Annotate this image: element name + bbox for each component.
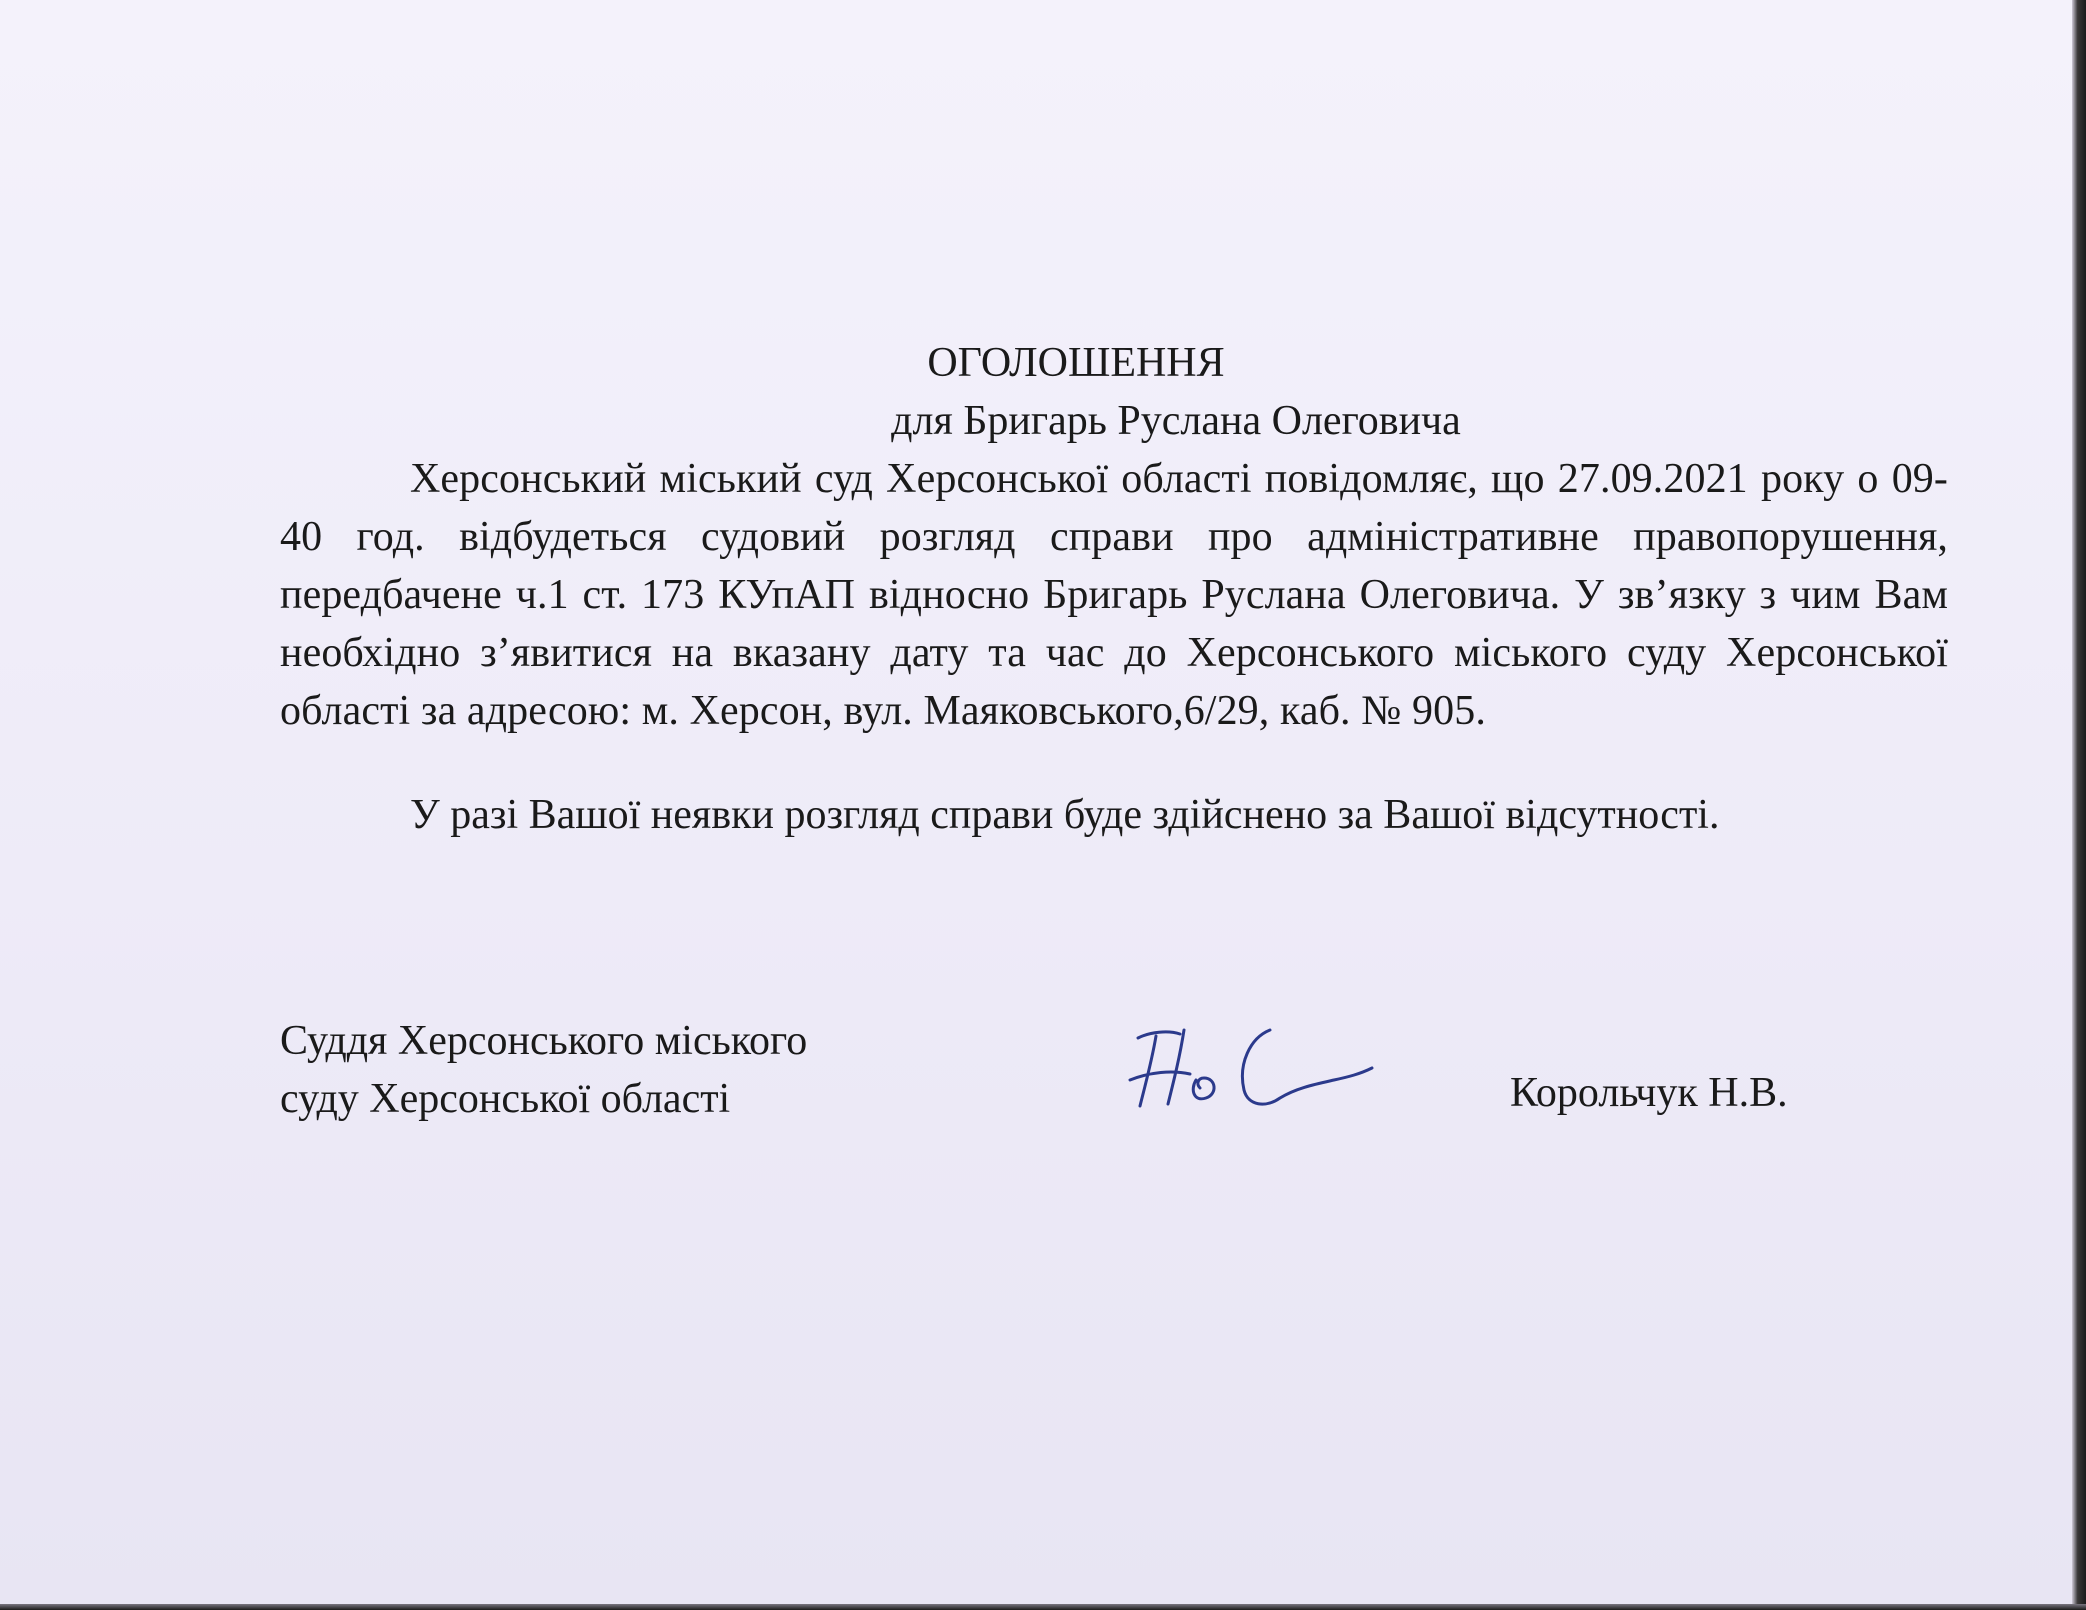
handwritten-signature (1120, 1010, 1380, 1120)
absence-warning: У разі Вашої неявки розгляд справи буде здійснено за Вашої відсутності. (410, 792, 1720, 838)
notice-body: Херсонський міський суд Херсонської області повідомляє, що 27.09.2021 року о 09-40 год. відбудеться судовий розгляд справи про адміністративне правопорушення, передбачене ч.1 ст. 173 КУпАП відносно Бригарь Руслана Олеговича. У зв’язку з чим Вам необхідно з’явитися на вказану дату та час до Херсонського міського суду Херсонської області за адресою: м. Херсон, вул. Маяковського,6/29, каб. № 905. (280, 456, 1948, 734)
addressee-line: для Бригарь Руслана Олеговича (891, 398, 1461, 444)
background-edge-right (2072, 0, 2086, 1610)
judge-name: Корольчук Н.В. (1510, 1070, 1788, 1116)
judge-title-line-1: Суддя Херсонського міського (280, 1018, 808, 1064)
judge-title (280, 1012, 1000, 1128)
judge-title-line-2: суду Херсонської області (280, 1076, 731, 1122)
background-edge-bottom (0, 1604, 2086, 1610)
document-title: ОГОЛОШЕННЯ (927, 340, 1225, 386)
